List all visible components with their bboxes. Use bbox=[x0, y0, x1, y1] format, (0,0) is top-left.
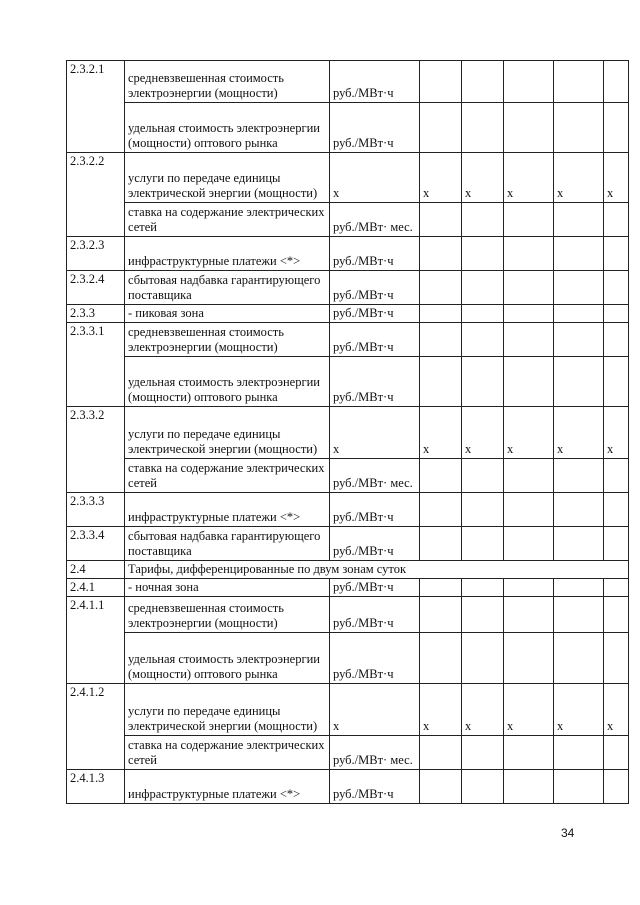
row-description: - ночная зона bbox=[125, 579, 330, 597]
value-cell bbox=[554, 357, 604, 407]
value-cell bbox=[462, 770, 504, 804]
row-description: ставка на содержание электрических сетей bbox=[125, 736, 330, 770]
value-cell bbox=[462, 103, 504, 153]
value-cell: х bbox=[604, 684, 629, 736]
value-cell bbox=[554, 61, 604, 103]
value-cell bbox=[504, 103, 554, 153]
value-cell bbox=[420, 357, 462, 407]
table-row bbox=[67, 271, 629, 305]
value-cell bbox=[604, 103, 629, 153]
value-cell bbox=[504, 770, 554, 804]
value-cell: х bbox=[462, 407, 504, 459]
value-cell bbox=[462, 493, 504, 527]
value-cell bbox=[462, 61, 504, 103]
value-cell bbox=[554, 271, 604, 305]
row-number: 2.3.2.3 bbox=[67, 237, 125, 271]
value-cell bbox=[554, 459, 604, 493]
row-unit: х bbox=[330, 153, 420, 203]
value-cell bbox=[462, 323, 504, 357]
table-row bbox=[67, 459, 629, 493]
table-row bbox=[67, 305, 629, 323]
value-cell bbox=[462, 527, 504, 561]
value-cell: х bbox=[554, 407, 604, 459]
value-cell bbox=[462, 633, 504, 684]
value-cell bbox=[554, 103, 604, 153]
value-cell bbox=[504, 61, 554, 103]
tariff-table bbox=[66, 60, 629, 804]
value-cell bbox=[504, 633, 554, 684]
value-cell bbox=[554, 736, 604, 770]
value-cell: х bbox=[504, 153, 554, 203]
row-unit: руб./МВт·ч bbox=[330, 633, 420, 684]
value-cell bbox=[504, 305, 554, 323]
row-unit: руб./МВт·ч bbox=[330, 271, 420, 305]
table-row bbox=[67, 153, 629, 203]
table-row bbox=[67, 684, 629, 736]
value-cell bbox=[604, 459, 629, 493]
row-number: 2.3.2.2 bbox=[67, 153, 125, 237]
value-cell bbox=[462, 305, 504, 323]
value-cell bbox=[420, 323, 462, 357]
value-cell bbox=[554, 770, 604, 804]
table-row bbox=[67, 493, 629, 527]
value-cell bbox=[504, 203, 554, 237]
value-cell bbox=[420, 493, 462, 527]
row-number: 2.3.2.1 bbox=[67, 61, 125, 153]
row-description: сбытовая надбавка гарантирующего поставщика bbox=[125, 271, 330, 305]
value-cell bbox=[462, 271, 504, 305]
value-cell bbox=[420, 271, 462, 305]
row-number: 2.3.3.4 bbox=[67, 527, 125, 561]
value-cell bbox=[504, 736, 554, 770]
row-description: сбытовая надбавка гарантирующего поставщика bbox=[125, 527, 330, 561]
table-row bbox=[67, 633, 629, 684]
value-cell bbox=[504, 527, 554, 561]
value-cell bbox=[420, 203, 462, 237]
row-number: 2.3.3.3 bbox=[67, 493, 125, 527]
row-description: удельная стоимость электроэнергии (мощности) оптового рынка bbox=[125, 103, 330, 153]
row-unit: х bbox=[330, 684, 420, 736]
row-unit: руб./МВт· мес. bbox=[330, 203, 420, 237]
value-cell bbox=[462, 357, 504, 407]
table-row bbox=[67, 527, 629, 561]
row-unit: руб./МВт·ч bbox=[330, 323, 420, 357]
value-cell bbox=[554, 633, 604, 684]
row-number: 2.3.3.1 bbox=[67, 323, 125, 407]
value-cell bbox=[604, 493, 629, 527]
row-description: средневзвешенная стоимость электроэнергии (мощности) bbox=[125, 597, 330, 633]
row-description: удельная стоимость электроэнергии (мощности) оптового рынка bbox=[125, 357, 330, 407]
value-cell bbox=[504, 579, 554, 597]
row-description: удельная стоимость электроэнергии (мощности) оптового рынка bbox=[125, 633, 330, 684]
value-cell bbox=[420, 770, 462, 804]
value-cell bbox=[504, 459, 554, 493]
value-cell bbox=[554, 493, 604, 527]
value-cell bbox=[504, 271, 554, 305]
value-cell bbox=[604, 61, 629, 103]
value-cell bbox=[604, 203, 629, 237]
row-description: - пиковая зона bbox=[125, 305, 330, 323]
row-unit: руб./МВт·ч bbox=[330, 579, 420, 597]
value-cell bbox=[604, 597, 629, 633]
table-row bbox=[67, 61, 629, 103]
value-cell bbox=[462, 736, 504, 770]
value-cell bbox=[420, 527, 462, 561]
row-number: 2.4.1.1 bbox=[67, 597, 125, 684]
value-cell bbox=[604, 633, 629, 684]
value-cell: х bbox=[554, 684, 604, 736]
row-unit: руб./МВт·ч bbox=[330, 597, 420, 633]
row-unit: руб./МВт· мес. bbox=[330, 459, 420, 493]
value-cell bbox=[462, 203, 504, 237]
row-unit: руб./МВт·ч bbox=[330, 61, 420, 103]
table-row bbox=[67, 237, 629, 271]
table-row bbox=[67, 323, 629, 357]
row-description: ставка на содержание электрических сетей bbox=[125, 203, 330, 237]
table-row bbox=[67, 357, 629, 407]
table-row bbox=[67, 103, 629, 153]
value-cell bbox=[504, 323, 554, 357]
row-description: средневзвешенная стоимость электроэнергии (мощности) bbox=[125, 61, 330, 103]
page-number: 34 bbox=[561, 826, 575, 840]
value-cell: х bbox=[462, 684, 504, 736]
row-description: инфраструктурные платежи <*> bbox=[125, 493, 330, 527]
row-number: 2.3.3 bbox=[67, 305, 125, 323]
value-cell bbox=[462, 597, 504, 633]
value-cell bbox=[554, 323, 604, 357]
value-cell bbox=[604, 736, 629, 770]
value-cell bbox=[504, 357, 554, 407]
value-cell bbox=[420, 61, 462, 103]
value-cell: х bbox=[604, 153, 629, 203]
row-number: 2.4.1.2 bbox=[67, 684, 125, 770]
value-cell bbox=[420, 579, 462, 597]
value-cell bbox=[554, 579, 604, 597]
value-cell bbox=[504, 237, 554, 271]
value-cell bbox=[554, 527, 604, 561]
row-number: 2.4 bbox=[67, 561, 125, 579]
value-cell bbox=[462, 459, 504, 493]
value-cell bbox=[504, 493, 554, 527]
value-cell: х bbox=[420, 684, 462, 736]
row-unit: руб./МВт·ч bbox=[330, 493, 420, 527]
value-cell bbox=[554, 203, 604, 237]
row-description: услуги по передаче единицы электрической энергии (мощности) bbox=[125, 684, 330, 736]
value-cell: х bbox=[504, 407, 554, 459]
value-cell bbox=[604, 527, 629, 561]
section-heading: Тарифы, дифференцированные по двум зонам суток bbox=[125, 561, 629, 579]
table-row bbox=[67, 561, 629, 579]
value-cell bbox=[554, 597, 604, 633]
table-row bbox=[67, 579, 629, 597]
row-number: 2.4.1 bbox=[67, 579, 125, 597]
value-cell bbox=[604, 305, 629, 323]
value-cell bbox=[420, 736, 462, 770]
table-row bbox=[67, 770, 629, 804]
row-description: услуги по передаче единицы электрической энергии (мощности) bbox=[125, 407, 330, 459]
row-description: ставка на содержание электрических сетей bbox=[125, 459, 330, 493]
value-cell: х bbox=[462, 153, 504, 203]
row-description: инфраструктурные платежи <*> bbox=[125, 770, 330, 804]
value-cell bbox=[604, 357, 629, 407]
value-cell bbox=[420, 103, 462, 153]
row-unit: руб./МВт·ч bbox=[330, 527, 420, 561]
table-row bbox=[67, 736, 629, 770]
value-cell: х bbox=[604, 407, 629, 459]
row-unit: руб./МВт·ч bbox=[330, 237, 420, 271]
value-cell: х bbox=[420, 407, 462, 459]
value-cell bbox=[462, 237, 504, 271]
value-cell: х bbox=[504, 684, 554, 736]
value-cell bbox=[420, 597, 462, 633]
tariff-table-body bbox=[67, 61, 629, 804]
value-cell bbox=[604, 271, 629, 305]
row-number: 2.3.2.4 bbox=[67, 271, 125, 305]
table-row bbox=[67, 407, 629, 459]
value-cell: х bbox=[554, 153, 604, 203]
row-unit: руб./МВт· мес. bbox=[330, 736, 420, 770]
row-unit: руб./МВт·ч bbox=[330, 357, 420, 407]
row-number: 2.4.1.3 bbox=[67, 770, 125, 804]
row-number: 2.3.3.2 bbox=[67, 407, 125, 493]
table-row bbox=[67, 203, 629, 237]
row-description: услуги по передаче единицы электрической энергии (мощности) bbox=[125, 153, 330, 203]
value-cell bbox=[462, 579, 504, 597]
value-cell bbox=[504, 597, 554, 633]
value-cell bbox=[420, 633, 462, 684]
value-cell bbox=[604, 579, 629, 597]
value-cell bbox=[420, 305, 462, 323]
value-cell: х bbox=[420, 153, 462, 203]
value-cell bbox=[604, 323, 629, 357]
value-cell bbox=[554, 305, 604, 323]
row-unit: руб./МВт·ч bbox=[330, 103, 420, 153]
row-unit: х bbox=[330, 407, 420, 459]
row-unit: руб./МВт·ч bbox=[330, 305, 420, 323]
value-cell bbox=[604, 237, 629, 271]
value-cell bbox=[554, 237, 604, 271]
value-cell bbox=[420, 459, 462, 493]
table-row bbox=[67, 597, 629, 633]
row-unit: руб./МВт·ч bbox=[330, 770, 420, 804]
row-description: средневзвешенная стоимость электроэнергии (мощности) bbox=[125, 323, 330, 357]
row-description: инфраструктурные платежи <*> bbox=[125, 237, 330, 271]
value-cell bbox=[604, 770, 629, 804]
value-cell bbox=[420, 237, 462, 271]
